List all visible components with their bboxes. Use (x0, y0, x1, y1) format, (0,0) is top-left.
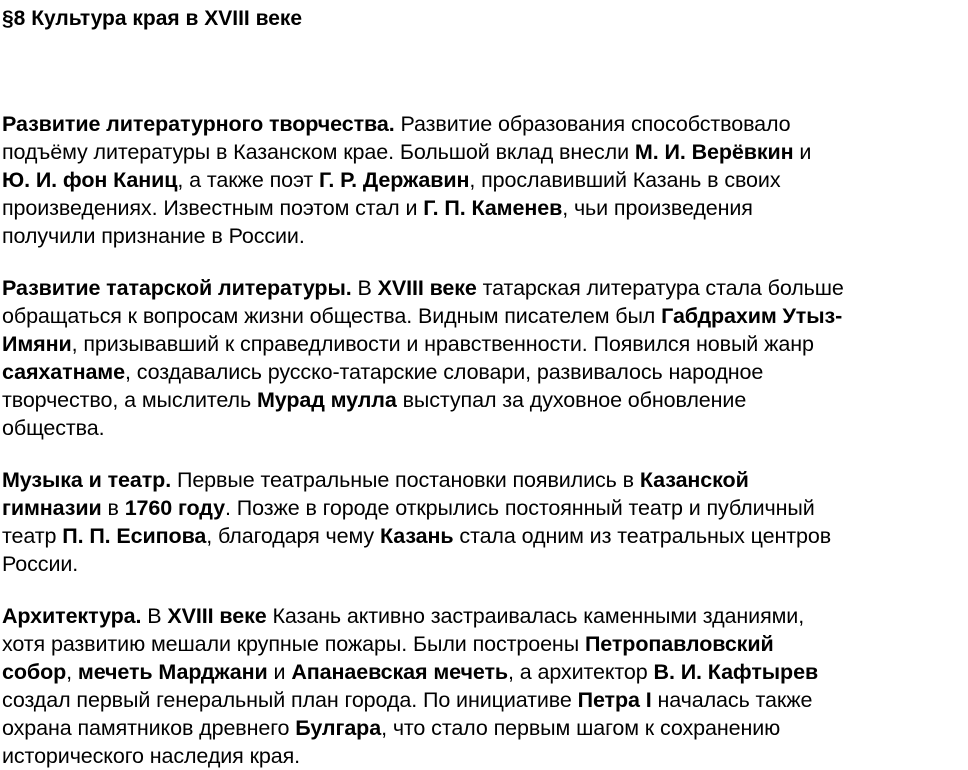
text-line (2, 302, 968, 330)
text-line (2, 330, 968, 358)
text-run: Развитие образования способствовало (394, 112, 791, 136)
text-line (2, 194, 968, 222)
bold-term: собор (2, 660, 67, 684)
bold-term: Г. Р. Державин (318, 168, 470, 192)
text-run: началась также (651, 688, 813, 712)
bold-term: Развитие татарской литературы. (2, 276, 352, 300)
bold-term: Г. П. Каменев (423, 196, 563, 220)
text-run: произведениях. Известным поэтом стал и (2, 196, 424, 220)
text-run: создал первый генеральный план города. По инициативе (2, 688, 578, 712)
text-run: , чьи произведения (562, 196, 753, 220)
text-run: Первые театральные постановки появились в (171, 468, 640, 492)
text-line (2, 166, 968, 194)
bold-term: XVIII веке (377, 276, 477, 300)
text-run: в (101, 496, 125, 520)
bold-term: Архитектура. (2, 604, 142, 628)
bold-term: Развитие литературного творчества. (2, 112, 395, 136)
bold-term: мечеть Марджани (77, 660, 268, 684)
text-run: хотя развитию мешали крупные пожары. Были построены (2, 632, 585, 656)
bold-term: Булгара (295, 716, 382, 740)
bold-term: гимназии (2, 496, 102, 520)
bold-term: М. И. Верёвкин (634, 140, 794, 164)
text-run: и (267, 660, 292, 684)
text-run: и (793, 140, 812, 164)
text-line (2, 658, 968, 686)
bold-term: Габдрахим Утыз- (661, 304, 843, 328)
text-run: исторического наследия края. (2, 744, 301, 768)
text-line (2, 386, 968, 414)
bold-term: XVIII веке (167, 604, 267, 628)
text-run: творчество, а мыслитель (2, 388, 257, 412)
text-run: выступал за духовное обновление (396, 388, 747, 412)
text-line (2, 742, 968, 770)
text-line (2, 550, 968, 578)
section-architecture (2, 602, 968, 770)
text-line (2, 494, 968, 522)
text-run: стала одним из театральных центров (453, 524, 832, 548)
text-line (2, 714, 968, 742)
text-run: общества. (2, 416, 105, 440)
bold-term: Ю. И. фон Каниц (2, 168, 178, 192)
text-run: татарская литература стала больше (476, 276, 844, 300)
text-run: , призывавший к справедливости и нравственности. Появился новый жанр (71, 332, 814, 356)
bold-term: Апанаевская мечеть (291, 660, 508, 684)
bold-term: Музыка и театр. (2, 468, 172, 492)
text-line (2, 522, 968, 550)
bold-term: В. И. Кафтырев (653, 660, 819, 684)
section-literary-development (2, 110, 968, 250)
text-line (2, 138, 968, 166)
bold-term: саяхатнаме (2, 360, 125, 384)
text-run: , а архитектор (508, 660, 654, 684)
bold-term: Мурад мулла (256, 388, 397, 412)
bold-term: Петра I (577, 688, 652, 712)
bold-term: Петропавловский (584, 632, 774, 656)
bold-term: Казань (379, 524, 454, 548)
text-run: , создавались русско-татарские словари, развивалось народное (124, 360, 764, 384)
text-run: театр (2, 524, 63, 548)
section-tatar-literature (2, 274, 968, 442)
text-line (2, 274, 968, 302)
text-run: , благодаря чему (206, 524, 380, 548)
bold-term: Имяни (2, 332, 72, 356)
page-title: §8 Культура края в XVIII веке (2, 7, 303, 30)
section-music-theatre (2, 466, 968, 578)
text-run: охрана памятников древнего (2, 716, 296, 740)
text-line (2, 358, 968, 386)
text-line (2, 466, 968, 494)
text-line (2, 414, 968, 442)
bold-term: 1760 году (124, 496, 225, 520)
text-line (2, 602, 968, 630)
text-line (2, 630, 968, 658)
text-line (2, 110, 968, 138)
text-run: , (66, 660, 78, 684)
text-line (2, 686, 968, 714)
bold-term: Казанской (639, 468, 749, 492)
text-run: , что стало первым шагом к сохранению (381, 716, 781, 740)
bold-term: П. П. Есипова (62, 524, 207, 548)
text-run: получили признание в России. (2, 224, 305, 248)
text-run: обращаться к вопросам жизни общества. Видным писателем был (2, 304, 662, 328)
text-run: В (351, 276, 378, 300)
text-line (2, 222, 968, 250)
text-run: В (141, 604, 168, 628)
text-run: . Позже в городе открылись постоянный театр и публичный (224, 496, 815, 520)
text-run: , а также поэт (177, 168, 319, 192)
text-run: Казань активно застраивалась каменными зданиями, (266, 604, 805, 628)
text-run: подъёму литературы в Казанском крае. Большой вклад внесли (2, 140, 635, 164)
text-run: , прославивший Казань в своих (469, 168, 781, 192)
text-run: России. (2, 552, 79, 576)
